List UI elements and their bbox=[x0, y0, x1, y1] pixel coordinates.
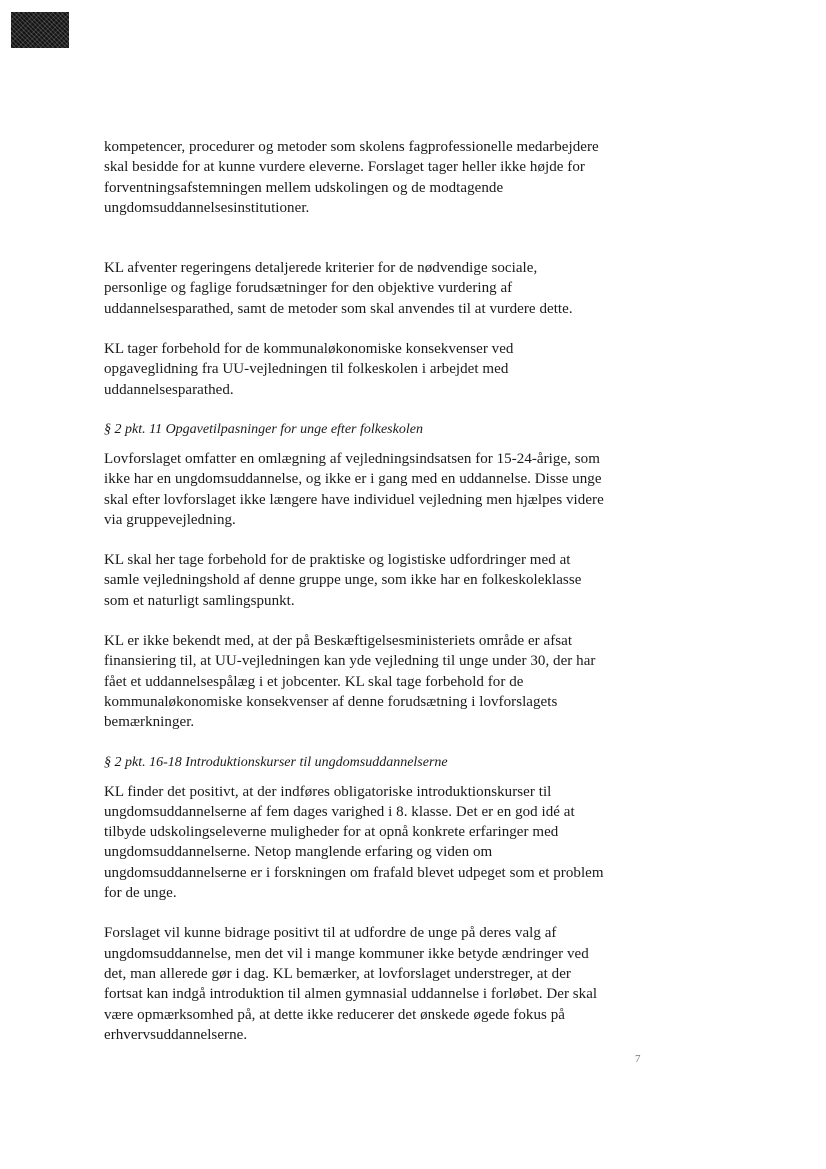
paragraph-logistics-reservation: KL skal her tage forbehold for de praktiske og logistiske udfordringer med at samle vejledningshold af denne gruppe unge, som ikke har en folkeskoleklasse som et naturligt samlingspunkt. bbox=[104, 552, 582, 609]
page-number: 7 bbox=[635, 1053, 641, 1065]
paragraph-guidance-reform: Lovforslaget omfatter en omlægning af vejledningsindsatsen for 15-24-årige, som ikke har en ungdomsuddannelse, og ikke er i gang med en uddannelse. Disse unge skal efter lovforslaget ikke længere have individuel vejledning men hjælpes videre via gruppevejledning. bbox=[104, 450, 604, 528]
paragraph-competencies: kompetencer, procedurer og metoder som skolens fagprofessionelle medarbejdere skal besidde for at kunne vurdere eleverne. Forslaget tager heller ikke højde for forventningsafstemningen mellem udskolingen og de modtagende ungdomsuddannelsesinstitutioner. bbox=[104, 139, 599, 216]
paragraph-funding: KL er ikke bekendt med, at der på Beskæftigelsesministeriets område er afsat finansiering til, at UU-vejledningen kan yde vejledning til unge under 30, der har fået et uddannelsespålæg i et jobcenter. KL skal tage forbehold for de kommunaløkonomiske konsekvenser af denne forudsætning i lovforslagets bemærkninger. bbox=[104, 633, 596, 731]
document-body bbox=[104, 137, 604, 1045]
section-heading-intro-courses: § 2 pkt. 16-18 Introduktionskurser til ungdomsuddannelserne bbox=[104, 754, 448, 770]
paragraph-intro-courses: KL finder det positivt, at der indføres obligatoriske introduktionskurser til ungdomsuddannelserne af fem dages varighed i 8. klasse. Det er en god idé at tilbyde udskolingseleverne muligheder for at opnå konkrete erfaringer med ungdomsuddannelserne. Netop manglende erfaring og viden om ungdomsuddannelserne er i forskningen om frafald blevet udpeget som et problem for de unge. bbox=[104, 783, 604, 902]
paragraph-proposal-effects: Forslaget vil kunne bidrage positivt til at udfordre de unge på deres valg af ungdomsuddannelse, men det vil i mange kommuner ikke betyde ændringer ved det, man allerede gør i dag. KL bemærker, at lovforslaget understreger, at der fortsat kan indgå introduktion til almen gymnasial uddannelse i forløbet. Der skal være opmærksomhed på, at dette ikke reducerer det ønskede øgede fokus på erhvervsuddannelserne. bbox=[104, 925, 598, 1043]
paragraph-criteria: KL afventer regeringens detaljerede kriterier for de nødvendige sociale, personlige og faglige forudsætninger for den objektive vurdering af uddannelsesparathed, samt de metoder som skal anvendes til at vurdere dette. bbox=[104, 260, 573, 317]
paragraph-economic-reservation: KL tager forbehold for de kommunaløkonomiske konsekvenser ved opgaveglidning fra UU-vejledningen til folkeskolen i arbejdet med uddannelsesparathed. bbox=[104, 341, 514, 398]
section-heading-guidance-adjustments: § 2 pkt. 11 Opgavetilpasninger for unge efter folkeskolen bbox=[104, 421, 423, 437]
kl-logo bbox=[11, 12, 69, 48]
